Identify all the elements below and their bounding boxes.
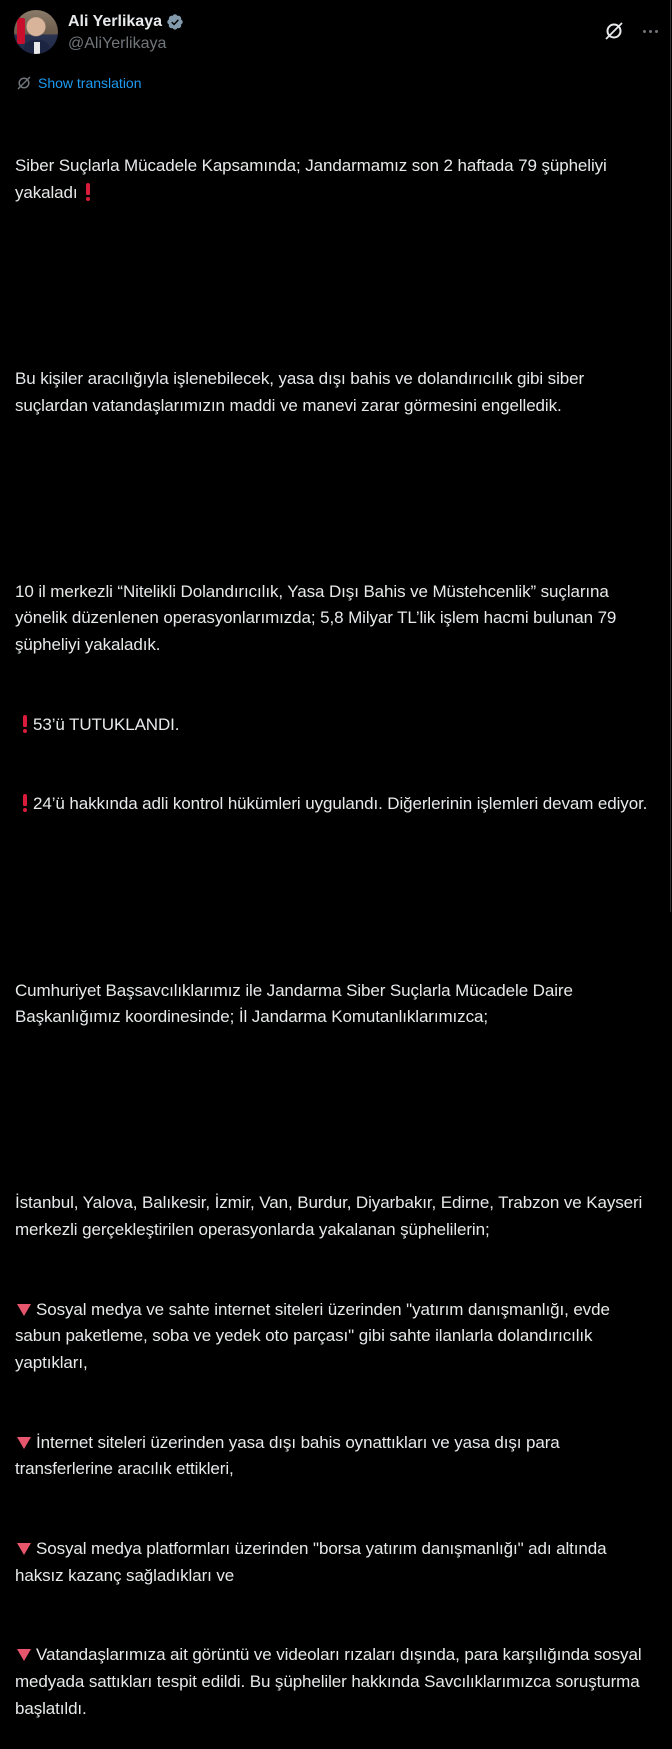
paragraph-text: Siber Suçlarla Mücadele Kapsamında; Jandarmamız son 2 haftada 79 şüpheliyi yakaladı [15, 156, 612, 202]
tweet-paragraph [15, 579, 655, 659]
author-names [68, 10, 184, 55]
tweet-paragraph [15, 153, 655, 206]
more-dot [649, 30, 652, 33]
avatar-shirt [34, 42, 40, 54]
more-options-icon[interactable] [643, 20, 658, 42]
bullet-line [15, 1642, 655, 1722]
bullet-text: İnternet siteleri üzerinden yasa dışı bahis oynattıkları ve yasa dışı para transferlerine aracılık ettikleri, [15, 1432, 565, 1479]
red-exclamation-icon [86, 183, 90, 201]
tweet-paragraph [15, 1190, 655, 1243]
author-display-name[interactable]: Ali Yerlikaya [68, 13, 162, 30]
bullet-text: Vatandaşlarımıza ait görüntü ve videoları rızaları dışında, para karşılığında sosyal medyada sattıkları tespit edildi. Bu şüpheliler hakkında Savcılıklarımızca soruşturma başlatıldı. [15, 1645, 647, 1718]
red-down-triangle-icon [17, 1649, 31, 1661]
bullet-text: 53’ü TUTUKLANDI. [33, 714, 180, 734]
bullet-line [15, 1297, 655, 1377]
more-dot [643, 30, 646, 33]
paragraph-text: Cumhuriyet Başsavcılıklarımız ile Jandarma Siber Suçlarla Mücadele Daire Başkanlığımız koordinesinde; İl Jandarma Komutanlıklarımızca; [15, 980, 578, 1027]
paragraph-gap [15, 472, 655, 499]
more-dot [655, 30, 658, 33]
bullet-text: Sosyal medya ve sahte internet siteleri üzerinden "yatırım danışmanlığı, evde sabun paketleme, soba ve yedek oto parçası" gibi sahte ilanlarla dolandırıcılık yaptıkları, [15, 1299, 615, 1372]
bullet-line [15, 712, 655, 739]
bullet-text: Sosyal medya platformları üzerinden "borsa yatırım danışmanlığı" adı altında haksız kazanç sağladıkları ve [15, 1539, 612, 1585]
paragraph-text: 10 il merkezli “Nitelikli Dolandırıcılık, Yasa Dışı Bahis ve Müstehcenlik” suçlarına yönelik düzenlenen operasyonlarımızda; 5,8 Milyar TL’lik işlem hacmi bulunan 79 şüpheliyi yakaladık. [15, 581, 621, 654]
avatar-flag [17, 18, 25, 44]
paragraph-text: İstanbul, Yalova, Balıkesir, İzmir, Van, Burdur, Diyarbakır, Edirne, Trabzon ve Kayseri merkezli gerçekleştirilen operasyonlarda yakalanan şüphelilerin; [15, 1193, 647, 1239]
grok-icon[interactable] [603, 20, 625, 42]
paragraph-gap [15, 260, 655, 287]
verified-badge-icon[interactable] [166, 13, 184, 31]
name-row [68, 11, 184, 33]
bullet-line [15, 1536, 655, 1589]
header-actions [603, 10, 658, 42]
show-translation-link[interactable] [16, 75, 142, 91]
red-down-triangle-icon [17, 1543, 31, 1555]
tweet-text [15, 100, 655, 1749]
red-down-triangle-icon [17, 1304, 31, 1316]
translate-icon [16, 75, 32, 91]
tweet-paragraph [15, 978, 655, 1031]
red-exclamation-icon [23, 794, 27, 812]
red-down-triangle-icon [17, 1437, 31, 1449]
paragraph-text: Bu kişiler aracılığıyla işlenebilecek, yasa dışı bahis ve dolandırıcılık gibi siber suçlardan vatandaşlarımızın maddi ve manevi zarar görmesini engelledik. [15, 368, 589, 415]
show-translation-label[interactable]: Show translation [38, 75, 142, 91]
paragraph-gap [15, 1084, 655, 1111]
paragraph-gap [15, 871, 655, 898]
bullet-text: 24’ü hakkında adli kontrol hükümleri uygulandı. Diğerlerinin işlemleri devam ediyor. [33, 794, 648, 814]
bullet-line [15, 791, 655, 818]
tweet-paragraph [15, 366, 655, 419]
tweet-header [14, 10, 658, 60]
avatar[interactable] [14, 10, 58, 54]
bullet-line [15, 1430, 655, 1483]
red-exclamation-icon [23, 715, 27, 733]
column-border [670, 0, 671, 912]
author-handle[interactable]: @AliYerlikaya [68, 35, 167, 52]
